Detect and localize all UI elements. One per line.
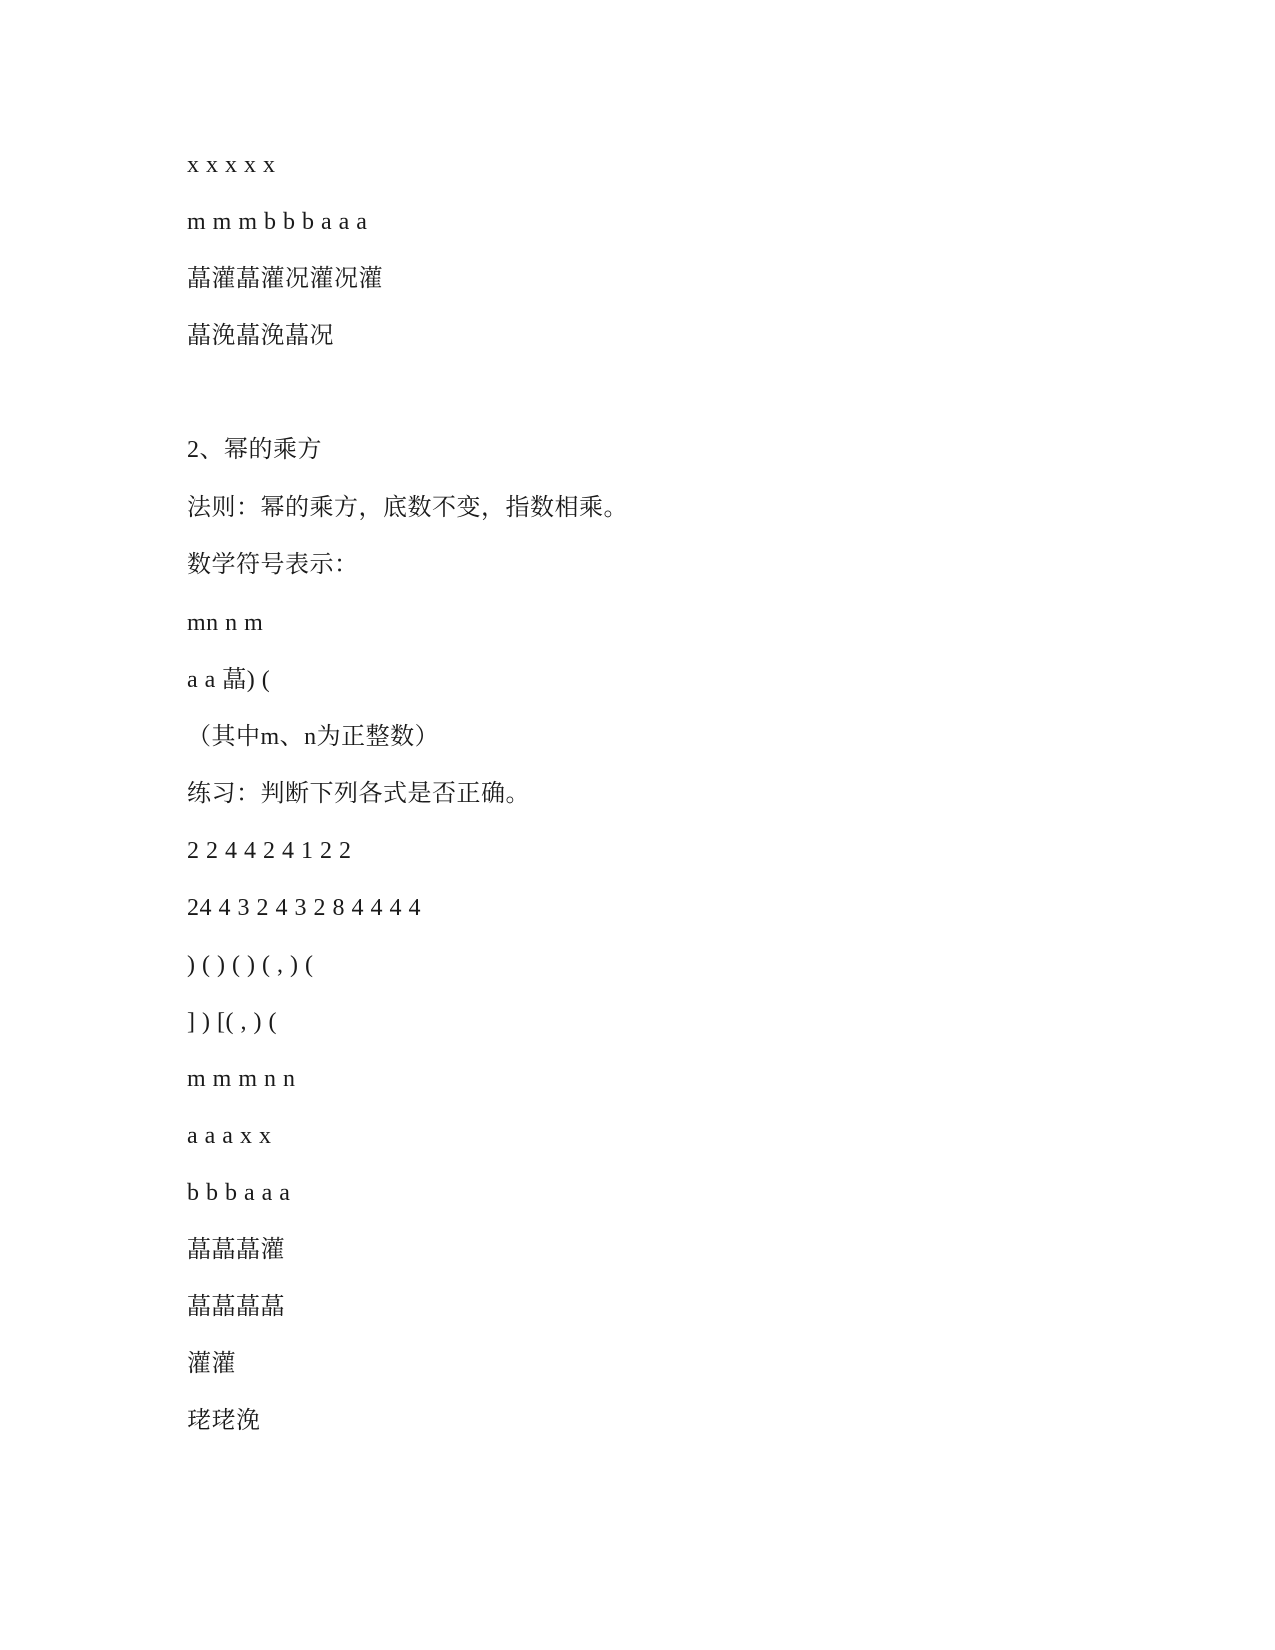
exercise-line-6: a a a x x [187,1123,272,1149]
notation-label: 数学符号表示： [187,552,359,578]
exercise-line-2: 24 4 3 2 4 3 2 8 4 4 4 4 [187,895,421,921]
exercise-line-11: 珯珯浼 [187,1408,261,1434]
section-heading: 2、幂的乘方 [187,437,322,463]
formula-exponent-line: mn n m [187,610,264,636]
exercise-line-3: ) ( ) ( ) ( , ) ( [187,952,314,978]
exercise-line-5: m m m n n [187,1066,296,1092]
rule-text: 法则：幂的乘方，底数不变，指数相乘。 [187,495,628,521]
text-line-3: 蕌灌蕌灌况灌况灌 [187,266,383,292]
exercise-line-8: 蕌蕌蕌灌 [187,1237,285,1263]
exercise-line-10: 灌灌 [187,1351,236,1377]
exercise-line-7: b b b a a a [187,1180,291,1206]
exercise-line-4: ] ) [( , ) ( [187,1009,277,1035]
text-line-1: x x x x x [187,152,276,178]
formula-condition: （其中m、n为正整数） [187,724,440,750]
formula-base-line: a a 蕌) ( [187,667,271,693]
text-line-2: m m m b b b a a a [187,209,368,235]
exercise-line-9: 蕌蕌蕌蕌 [187,1294,285,1320]
exercise-prompt: 练习：判断下列各式是否正确。 [187,781,530,807]
text-line-4: 蕌浼蕌浼蕌况 [187,323,334,349]
exercise-line-1: 2 2 4 4 2 4 1 2 2 [187,838,352,864]
